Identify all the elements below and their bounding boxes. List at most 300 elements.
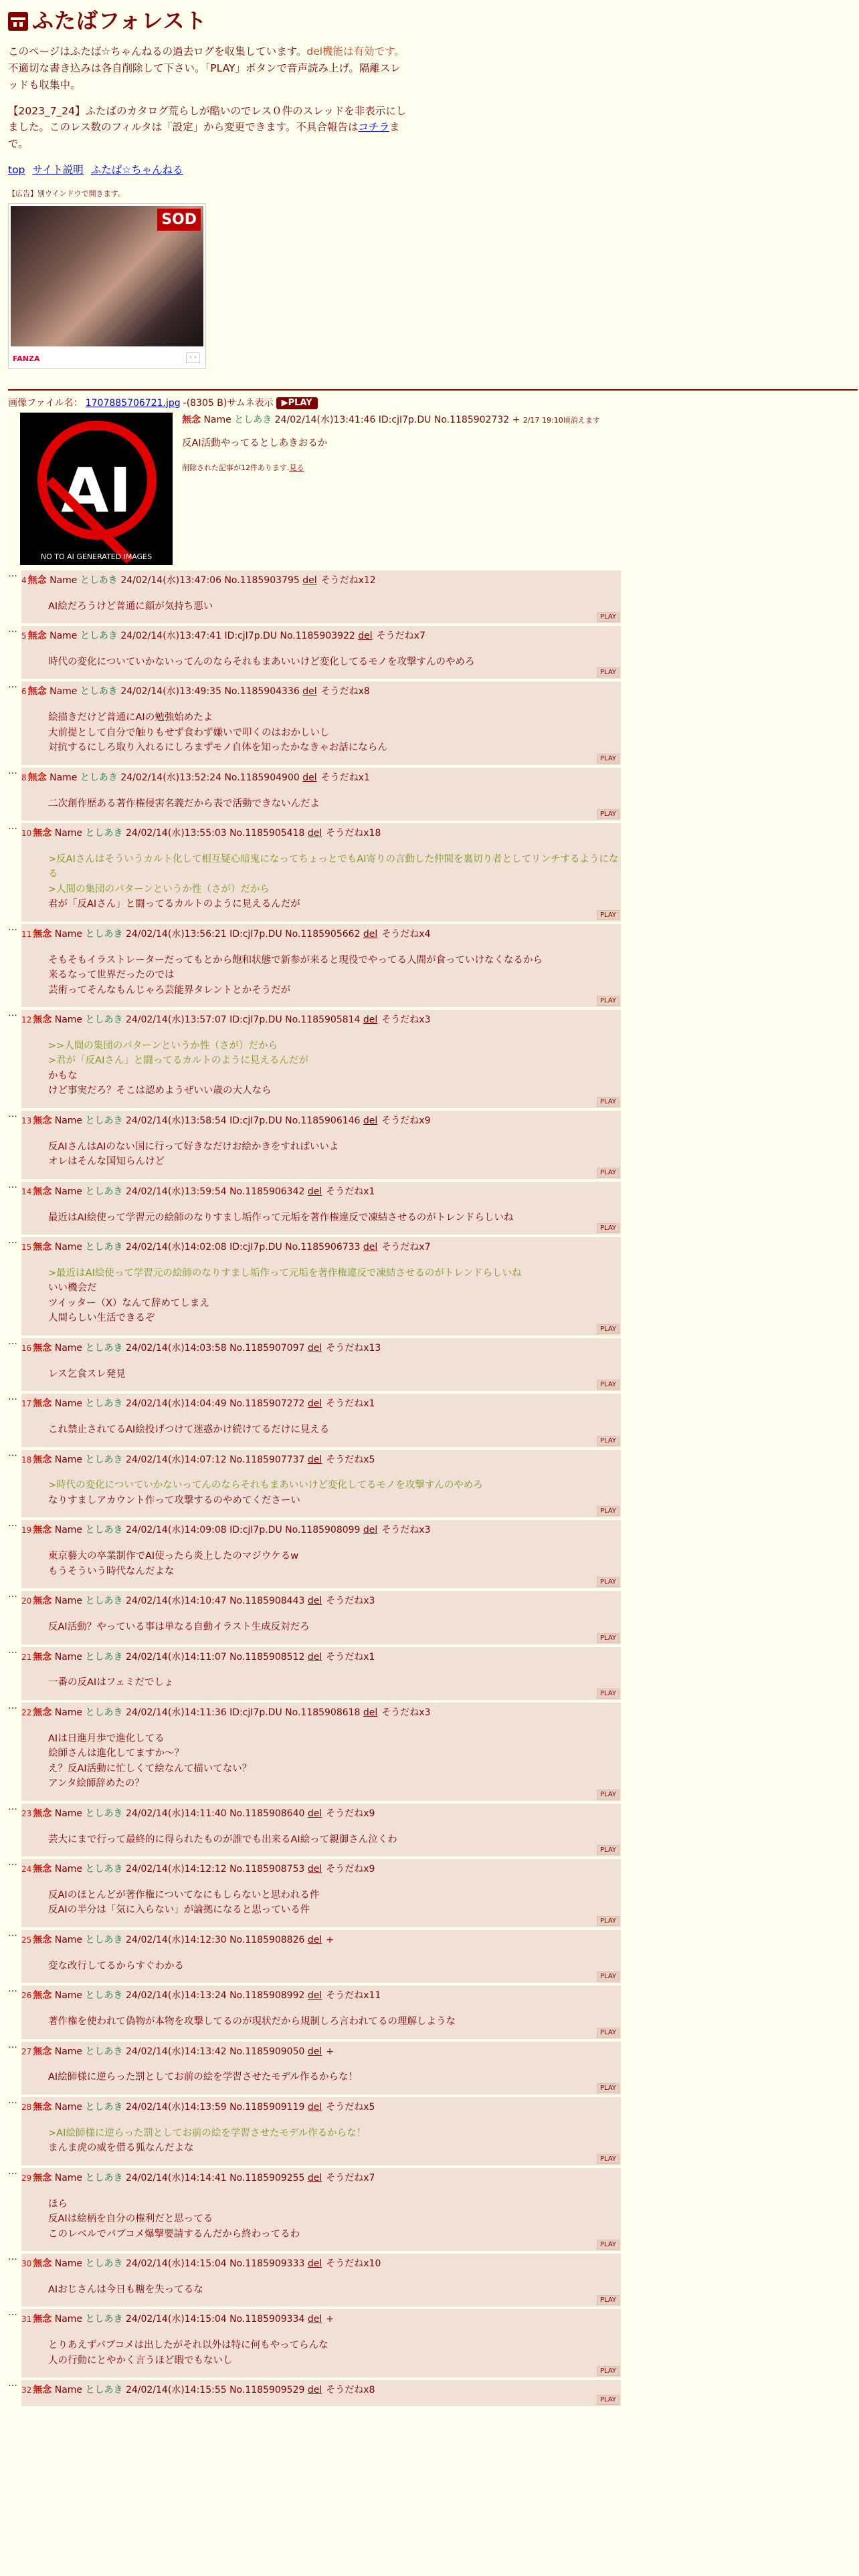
sodane-button[interactable]: そうだねx9 <box>326 1864 375 1874</box>
reply-marker: … <box>8 2252 17 2263</box>
del-link[interactable]: del <box>358 630 373 641</box>
reply-play-button[interactable]: PLAY <box>597 2240 619 2250</box>
intro-line-1b: 不適切な書き込みは各自削除して下さい。「PLAY」ボタンで音声読み上げ。隔離スレッドも収集中。 <box>8 62 401 91</box>
sodane-button[interactable]: + <box>326 2046 334 2057</box>
reply-line: 大前提として自分で触りもせず食わず嫌いで叩くのはおかしいし <box>48 727 330 738</box>
reply-name: としあき <box>85 2046 123 2057</box>
del-link[interactable]: del <box>307 1864 322 1874</box>
reply-row <box>8 823 859 922</box>
reply-play-button[interactable]: PLAY <box>597 1380 619 1390</box>
reply-name-label: Name <box>54 2046 83 2057</box>
reply-play-button[interactable]: PLAY <box>597 1689 619 1699</box>
del-link[interactable]: del <box>363 1707 378 1718</box>
del-link[interactable]: del <box>307 1596 322 1607</box>
reply-marker: … <box>8 623 17 635</box>
reply-box <box>21 768 621 821</box>
reply-row <box>8 623 859 679</box>
reply-number: 26 <box>21 1991 32 2001</box>
reply-play-button[interactable]: PLAY <box>597 1168 619 1178</box>
reply-body <box>48 1731 621 1792</box>
reply-line: 反AI活動？やっている事は単なる自動イラスト生成反対だろ <box>48 1622 310 1633</box>
reply-info: 24/02/14(水)13:57:07 ID:cjI7p.DU No.1185905814 <box>125 1014 361 1026</box>
reply-line: 芸術ってそんなもんじゃろ芸能界タレントとかそうだが <box>48 984 291 996</box>
reply-body <box>48 2014 621 2029</box>
reply-info: 24/02/14(水)14:15:55 No.1185909529 <box>125 2385 305 2396</box>
del-link[interactable]: del <box>307 1651 322 1662</box>
reply-header <box>21 2384 621 2397</box>
reply-marker: … <box>8 1235 17 1247</box>
reply-header <box>21 1241 621 1254</box>
reply-header <box>21 1398 621 1410</box>
sodane-button[interactable]: そうだねx12 <box>320 574 376 586</box>
reply-play-button[interactable]: PLAY <box>597 1916 619 1926</box>
reply-marker: … <box>8 1644 17 1656</box>
reply-info: 24/02/14(水)14:11:40 No.1185908640 <box>125 1808 305 1819</box>
reply-box <box>21 1804 621 1856</box>
op-plus[interactable]: + <box>512 414 520 425</box>
sodane-button[interactable]: そうだねx1 <box>326 1651 375 1662</box>
quote-line: >AI絵師様に逆らった罰としてお前の絵を学習させたモデル作るからな！ <box>48 2127 367 2139</box>
reply-play-button[interactable]: PLAY <box>597 2028 619 2038</box>
nav-top-link[interactable]: top <box>8 163 25 176</box>
reply-play-button[interactable]: PLAY <box>597 1223 619 1233</box>
reply-info: 24/02/14(水)13:49:35 No.1185904336 <box>120 686 300 697</box>
reply-name-label: Name <box>50 686 78 697</box>
reply-marker: … <box>8 568 17 579</box>
reply-row <box>8 2309 859 2377</box>
reply-line: なりすましアカウント作って攻撃するのやめてくださーい <box>48 1495 300 1506</box>
reply-info: 24/02/14(水)13:58:54 ID:cjI7p.DU No.1185906146 <box>125 1115 361 1126</box>
file-info <box>8 397 859 410</box>
reply-name-label: Name <box>54 1115 83 1126</box>
reply-name: としあき <box>80 574 118 586</box>
sodane-button[interactable]: そうだねx5 <box>326 2101 375 2113</box>
reply-box <box>21 626 621 679</box>
thumb-text: AI <box>61 454 132 526</box>
reply-label: 無念 <box>33 1525 52 1536</box>
ad-arrows-icon[interactable]: ‹ › <box>186 352 200 363</box>
reply-line: 君が「反AIさん」と闘ってるカルトのように見えるんだが <box>48 899 300 910</box>
reply-line: アンタ絵師辞めたの？ <box>48 1778 145 1790</box>
reply-row <box>8 1179 859 1235</box>
del-link[interactable]: del <box>302 772 317 783</box>
reply-name-label: Name <box>54 1454 83 1465</box>
reply-info: 24/02/14(水)13:59:54 No.1185906342 <box>125 1186 305 1197</box>
reply-line: ほら <box>48 2198 68 2210</box>
sodane-button[interactable]: そうだねx11 <box>326 1990 381 2002</box>
reply-row <box>8 1108 859 1179</box>
reply-list <box>8 570 859 2406</box>
reply-box <box>21 823 621 922</box>
reply-marker: … <box>8 2039 17 2050</box>
reply-marker: … <box>8 1589 17 1600</box>
reply-name: としあき <box>85 1398 123 1410</box>
sodane-button[interactable]: そうだねx7 <box>381 1242 431 1253</box>
reply-box <box>21 1703 621 1801</box>
reply-label: 無念 <box>33 1864 52 1874</box>
reply-label: 無念 <box>33 2314 52 2325</box>
reply-play-button[interactable]: PLAY <box>597 1790 619 1800</box>
reply-name: としあき <box>85 1186 123 1197</box>
reply-line: これ禁止されてるAI絵投げつけて迷惑かけ続けてるだけに見える <box>48 1424 330 1436</box>
reply-number: 32 <box>21 2385 32 2395</box>
reply-number: 4 <box>21 575 27 585</box>
reply-play-button[interactable]: PLAY <box>597 2366 619 2376</box>
reply-name-label: Name <box>54 1525 83 1536</box>
reply-header <box>21 1454 621 1467</box>
reply-play-button[interactable]: PLAY <box>597 1971 619 1981</box>
sodane-button[interactable]: そうだねx5 <box>326 1454 375 1465</box>
op-post <box>20 413 859 565</box>
reply-label: 無念 <box>33 1808 52 1819</box>
header <box>8 7 859 35</box>
reply-line: 絵描きだけど普通にAIの勉強始めたよ <box>48 712 213 724</box>
reply-label: 無念 <box>33 1014 52 1026</box>
reply-box <box>21 1591 621 1644</box>
reply-line: 二次創作歴ある著作権侵害名義だから表で活動できないんだよ <box>48 798 320 809</box>
sodane-button[interactable]: そうだねx18 <box>326 828 381 839</box>
del-link[interactable]: del <box>302 686 317 697</box>
reply-row <box>8 1644 859 1700</box>
reply-box <box>21 1930 621 1983</box>
reply-header <box>21 1651 621 1664</box>
reply-info: 24/02/14(水)14:11:07 No.1185908512 <box>125 1651 305 1662</box>
reply-box <box>21 1237 621 1335</box>
sodane-button[interactable]: そうだねx1 <box>326 1398 375 1410</box>
reply-play-button[interactable]: PLAY <box>597 754 619 764</box>
reply-box <box>21 1338 621 1391</box>
del-link[interactable]: del <box>307 2314 322 2325</box>
nav-site-link[interactable]: サイト説明 <box>32 163 84 176</box>
reply-body <box>48 1210 621 1225</box>
thumb-caption: NO TO AI GENERATED IMAGES <box>40 552 153 561</box>
reply-marker: … <box>8 922 17 933</box>
del-link[interactable]: del <box>302 574 317 586</box>
reply-name-label: Name <box>50 630 78 641</box>
del-link[interactable]: del <box>363 1115 378 1126</box>
reply-row <box>8 1801 859 1856</box>
reply-marker: … <box>8 679 17 691</box>
reply-name-label: Name <box>54 1990 83 2002</box>
reply-play-button[interactable]: PLAY <box>597 667 619 677</box>
sodane-button[interactable]: そうだねx3 <box>381 1014 431 1026</box>
reply-row <box>8 1447 859 1518</box>
sodane-button[interactable]: そうだねx9 <box>326 1808 375 1819</box>
sodane-button[interactable]: そうだねx1 <box>320 772 370 783</box>
reply-row <box>8 570 859 623</box>
sodane-button[interactable]: そうだねx13 <box>326 1342 381 1354</box>
reply-marker: … <box>8 1335 17 1347</box>
op-play-button[interactable]: ▶PLAY <box>276 397 318 409</box>
quote-line: >人間の集団のパターンというか性（さが）だから <box>48 883 270 895</box>
reply-line: AIおじさんは今日も糖を失ってるな <box>48 2284 203 2295</box>
reply-name: としあき <box>85 1014 123 1026</box>
sodane-button[interactable]: そうだねx10 <box>326 2258 381 2270</box>
ad-banner[interactable] <box>8 203 206 369</box>
reply-number: 8 <box>21 772 27 782</box>
reply-header <box>21 928 621 941</box>
sodane-button[interactable]: そうだねx4 <box>381 928 431 940</box>
del-link[interactable]: del <box>307 1398 322 1410</box>
reply-play-button[interactable]: PLAY <box>597 1097 619 1107</box>
reply-play-button[interactable]: PLAY <box>597 1436 619 1446</box>
reply-name: としあき <box>85 1864 123 1874</box>
reply-marker: … <box>8 2095 17 2106</box>
del-link[interactable]: del <box>307 1342 322 1354</box>
reply-name: としあき <box>85 1934 123 1945</box>
reply-row <box>8 1927 859 1983</box>
op-body <box>182 413 600 565</box>
reply-name: としあき <box>85 1651 123 1662</box>
reply-name-label: Name <box>50 574 78 586</box>
reply-info: 24/02/14(水)14:07:12 No.1185907737 <box>125 1454 305 1465</box>
reply-row <box>8 2380 859 2406</box>
reply-body <box>48 1549 621 1579</box>
reply-play-button[interactable]: PLAY <box>597 1506 619 1516</box>
reply-label: 無念 <box>33 1934 52 1945</box>
quote-line: >反AIさんはそういうカルト化して相互疑心暗鬼になってちょっとでもAI寄りの言動した仲間を裏切り者としてリンチするようになる <box>48 853 619 880</box>
reply-header <box>21 827 621 840</box>
reply-number: 6 <box>21 687 27 697</box>
reply-label: 無念 <box>33 1115 52 1126</box>
del-link[interactable]: del <box>363 928 378 940</box>
reply-line: オレはそんな国知らんけど <box>48 1156 165 1168</box>
reply-row <box>8 1985 859 2038</box>
reply-row <box>8 1010 859 1108</box>
reply-marker: … <box>8 2165 17 2177</box>
reply-play-button[interactable]: PLAY <box>597 1633 619 1643</box>
reply-line: え？反AI活動に忙しくて絵なんて描いてない？ <box>48 1763 252 1774</box>
intro-notice <box>8 103 409 152</box>
reply-header <box>21 1808 621 1820</box>
reply-marker: … <box>8 1518 17 1529</box>
reply-info: 24/02/14(水)14:15:04 No.1185909334 <box>125 2314 305 2325</box>
reply-number: 15 <box>21 1243 32 1253</box>
reply-body <box>48 2070 621 2084</box>
del-link[interactable]: del <box>307 2172 322 2183</box>
reply-row <box>8 1335 859 1391</box>
reply-line: とりあえずパブコメは出したがそれ以外は特に何もやってらんな <box>48 2340 328 2351</box>
reply-marker: … <box>8 765 17 776</box>
reply-info: 24/02/14(水)13:47:06 No.1185903795 <box>120 574 300 586</box>
reply-label: 無念 <box>27 772 47 783</box>
reply-row <box>8 1394 859 1446</box>
reply-marker: … <box>8 1857 17 1868</box>
reply-marker: … <box>8 821 17 832</box>
reply-row <box>8 1591 859 1644</box>
reply-row <box>8 1859 859 1927</box>
reply-play-button[interactable]: PLAY <box>597 1577 619 1587</box>
reply-label: 無念 <box>33 2258 52 2270</box>
del-link[interactable]: del <box>363 1242 378 1253</box>
reply-line: 変な改行してるからすぐわかる <box>48 1960 184 1971</box>
reply-label: 無念 <box>33 2172 52 2183</box>
reply-name: としあき <box>80 630 118 641</box>
reply-box <box>21 2168 621 2251</box>
reply-body <box>48 796 621 811</box>
sodane-button[interactable]: + <box>326 2314 334 2325</box>
reply-name-label: Name <box>54 1596 83 1607</box>
reply-body <box>48 1959 621 1973</box>
deleted-show-link[interactable]: 見る <box>289 463 304 473</box>
reply-label: 無念 <box>27 686 47 697</box>
intro-del-note: del機能は有効です。 <box>306 45 405 58</box>
reply-label: 無念 <box>33 828 52 839</box>
reply-label: 無念 <box>33 1651 52 1662</box>
reply-number: 22 <box>21 1707 32 1717</box>
del-link[interactable]: del <box>307 1808 322 1819</box>
reply-play-button[interactable]: PLAY <box>597 809 619 819</box>
del-link[interactable]: del <box>307 828 322 839</box>
reply-line: 時代の変化についていかないってんのならそれもまあいいけど変化してるモノを攻撃すんのやめろ <box>48 656 475 667</box>
reply-row <box>8 765 859 821</box>
reply-name: としあき <box>85 1342 123 1354</box>
reply-number: 29 <box>21 2173 32 2183</box>
reply-box <box>21 1394 621 1446</box>
op-thumbnail[interactable] <box>20 413 173 565</box>
reply-info: 24/02/14(水)14:10:47 No.1185908443 <box>125 1596 305 1607</box>
sodane-button[interactable]: そうだねx1 <box>326 1186 375 1197</box>
reply-play-button[interactable]: PLAY <box>597 910 619 920</box>
reply-name: としあき <box>80 686 118 697</box>
nav-futaba-link[interactable]: ふたば☆ちゃんねる <box>90 163 183 176</box>
reply-body <box>48 599 621 614</box>
op-expire: 2/17 19:10頃消えます <box>522 415 600 425</box>
reply-number: 14 <box>21 1186 32 1196</box>
reply-play-button[interactable]: PLAY <box>597 2154 619 2164</box>
report-link[interactable]: コチラ <box>358 121 389 134</box>
quote-line: >君が「反AIさん」と闘ってるカルトのように見えるんだが <box>48 1055 308 1067</box>
reply-label: 無念 <box>33 2046 52 2057</box>
reply-info: 24/02/14(水)14:11:36 ID:cjI7p.DU No.1185908618 <box>125 1707 361 1718</box>
reply-header <box>21 1115 621 1128</box>
reply-header <box>21 2172 621 2185</box>
reply-line: 反AIは絵柄を自分の権利だと思ってる <box>48 2214 213 2225</box>
reply-marker: … <box>8 1392 17 1403</box>
reply-play-button[interactable]: PLAY <box>597 1845 619 1855</box>
nav-links <box>8 163 859 177</box>
reply-header <box>21 1524 621 1537</box>
sodane-button[interactable]: そうだねx3 <box>381 1525 431 1536</box>
del-link[interactable]: del <box>307 1934 322 1945</box>
reply-number: 19 <box>21 1525 32 1535</box>
reply-number: 18 <box>21 1455 32 1465</box>
reply-body <box>48 1266 621 1326</box>
reply-body <box>48 2338 621 2368</box>
reply-label: 無念 <box>33 1398 52 1410</box>
reply-name: としあき <box>85 1525 123 1536</box>
reply-line: 絵師さんは進化してますか～？ <box>48 1748 184 1759</box>
del-link[interactable]: del <box>363 1525 378 1536</box>
reply-body <box>48 710 621 755</box>
del-link[interactable]: del <box>307 2258 322 2270</box>
sodane-button[interactable]: そうだねx3 <box>326 1596 375 1607</box>
reply-header <box>21 1863 621 1876</box>
reply-body <box>48 1888 621 1918</box>
sodane-button[interactable]: そうだねx8 <box>326 2385 375 2396</box>
op-header <box>182 414 600 427</box>
reply-box <box>21 2254 621 2306</box>
reply-name: としあき <box>80 772 118 783</box>
reply-name: としあき <box>85 828 123 839</box>
reply-box <box>21 1859 621 1927</box>
reply-play-button[interactable]: PLAY <box>597 612 619 622</box>
deleted-note <box>182 463 600 473</box>
file-link[interactable]: 1707885706721.jpg <box>85 397 181 409</box>
reply-name-label: Name <box>54 1707 83 1718</box>
reply-box <box>21 1985 621 2038</box>
reply-number: 12 <box>21 1015 32 1025</box>
ad-image[interactable] <box>11 206 203 346</box>
del-link[interactable]: del <box>307 2101 322 2113</box>
reply-name-label: Name <box>54 2314 83 2325</box>
sodane-button[interactable]: そうだねx8 <box>320 686 370 697</box>
reply-box <box>21 2380 621 2406</box>
reply-body <box>48 655 621 669</box>
reply-marker: … <box>8 1447 17 1459</box>
reply-name: としあき <box>85 1808 123 1819</box>
reply-marker: … <box>8 1983 17 1995</box>
del-link[interactable]: del <box>307 1454 322 1465</box>
reply-info: 24/02/14(水)13:47:41 ID:cjI7p.DU No.1185903922 <box>120 630 355 641</box>
sodane-button[interactable]: そうだねx3 <box>381 1707 431 1718</box>
del-link[interactable]: del <box>307 2385 322 2396</box>
reply-name-label: Name <box>54 2258 83 2270</box>
reply-row <box>8 681 859 764</box>
reply-play-button[interactable]: PLAY <box>597 2083 619 2093</box>
reply-info: 24/02/14(水)14:03:58 No.1185907097 <box>125 1342 305 1354</box>
reply-name-label: Name <box>50 772 78 783</box>
reply-play-button[interactable]: PLAY <box>597 2395 619 2405</box>
reply-name-label: Name <box>54 1398 83 1410</box>
sodane-button[interactable]: そうだねx9 <box>381 1115 431 1126</box>
reply-header <box>21 1014 621 1027</box>
reply-number: 31 <box>21 2315 32 2325</box>
reply-body <box>48 2197 621 2242</box>
reply-line: 芸大にまで行って最終的に得られたものが誰でも出来るAI絵って親御さん泣くわ <box>48 1834 397 1845</box>
reply-marker: … <box>8 1700 17 1711</box>
sodane-button[interactable]: + <box>326 1934 334 1945</box>
reply-number: 23 <box>21 1808 32 1818</box>
ad-footer <box>9 348 205 368</box>
del-link[interactable]: del <box>307 2046 322 2057</box>
del-link[interactable]: del <box>307 1186 322 1197</box>
reply-play-button[interactable]: PLAY <box>597 1324 619 1334</box>
reply-play-button[interactable]: PLAY <box>597 996 619 1006</box>
reply-number: 10 <box>21 829 32 838</box>
del-link[interactable]: del <box>307 1990 322 2002</box>
reply-line: 最近はAI絵使って学習元の絵師のなりすまし垢作って元垢を著作権違反で凍結させるのがトレンドらしいね <box>48 1212 514 1223</box>
reply-name-label: Name <box>54 928 83 940</box>
reply-box <box>21 2042 621 2095</box>
reply-header <box>21 1934 621 1947</box>
del-link[interactable]: del <box>363 1014 378 1026</box>
reply-info: 24/02/14(水)14:15:04 No.1185909333 <box>125 2258 305 2270</box>
sodane-button[interactable]: そうだねx7 <box>326 2172 375 2183</box>
reply-row <box>8 1237 859 1335</box>
reply-line: 反AIのほとんどが著作権についてなにもしらないと思われる件 <box>48 1889 320 1901</box>
reply-header <box>21 1707 621 1719</box>
reply-name-label: Name <box>54 1934 83 1945</box>
reply-body <box>48 1675 621 1690</box>
reply-play-button[interactable]: PLAY <box>597 2295 619 2305</box>
reply-label: 無念 <box>27 574 47 586</box>
sodane-button[interactable]: そうだねx7 <box>376 630 425 641</box>
reply-row <box>8 2097 859 2165</box>
quote-line: >>人間の集団のパターンというか性（さが）だから <box>48 1040 278 1051</box>
reply-line: 著作権を使われて偽物が本物を攻撃してるのが現状だから規制しろ言われてるの理解しような <box>48 2016 456 2028</box>
reply-number: 21 <box>21 1652 32 1662</box>
